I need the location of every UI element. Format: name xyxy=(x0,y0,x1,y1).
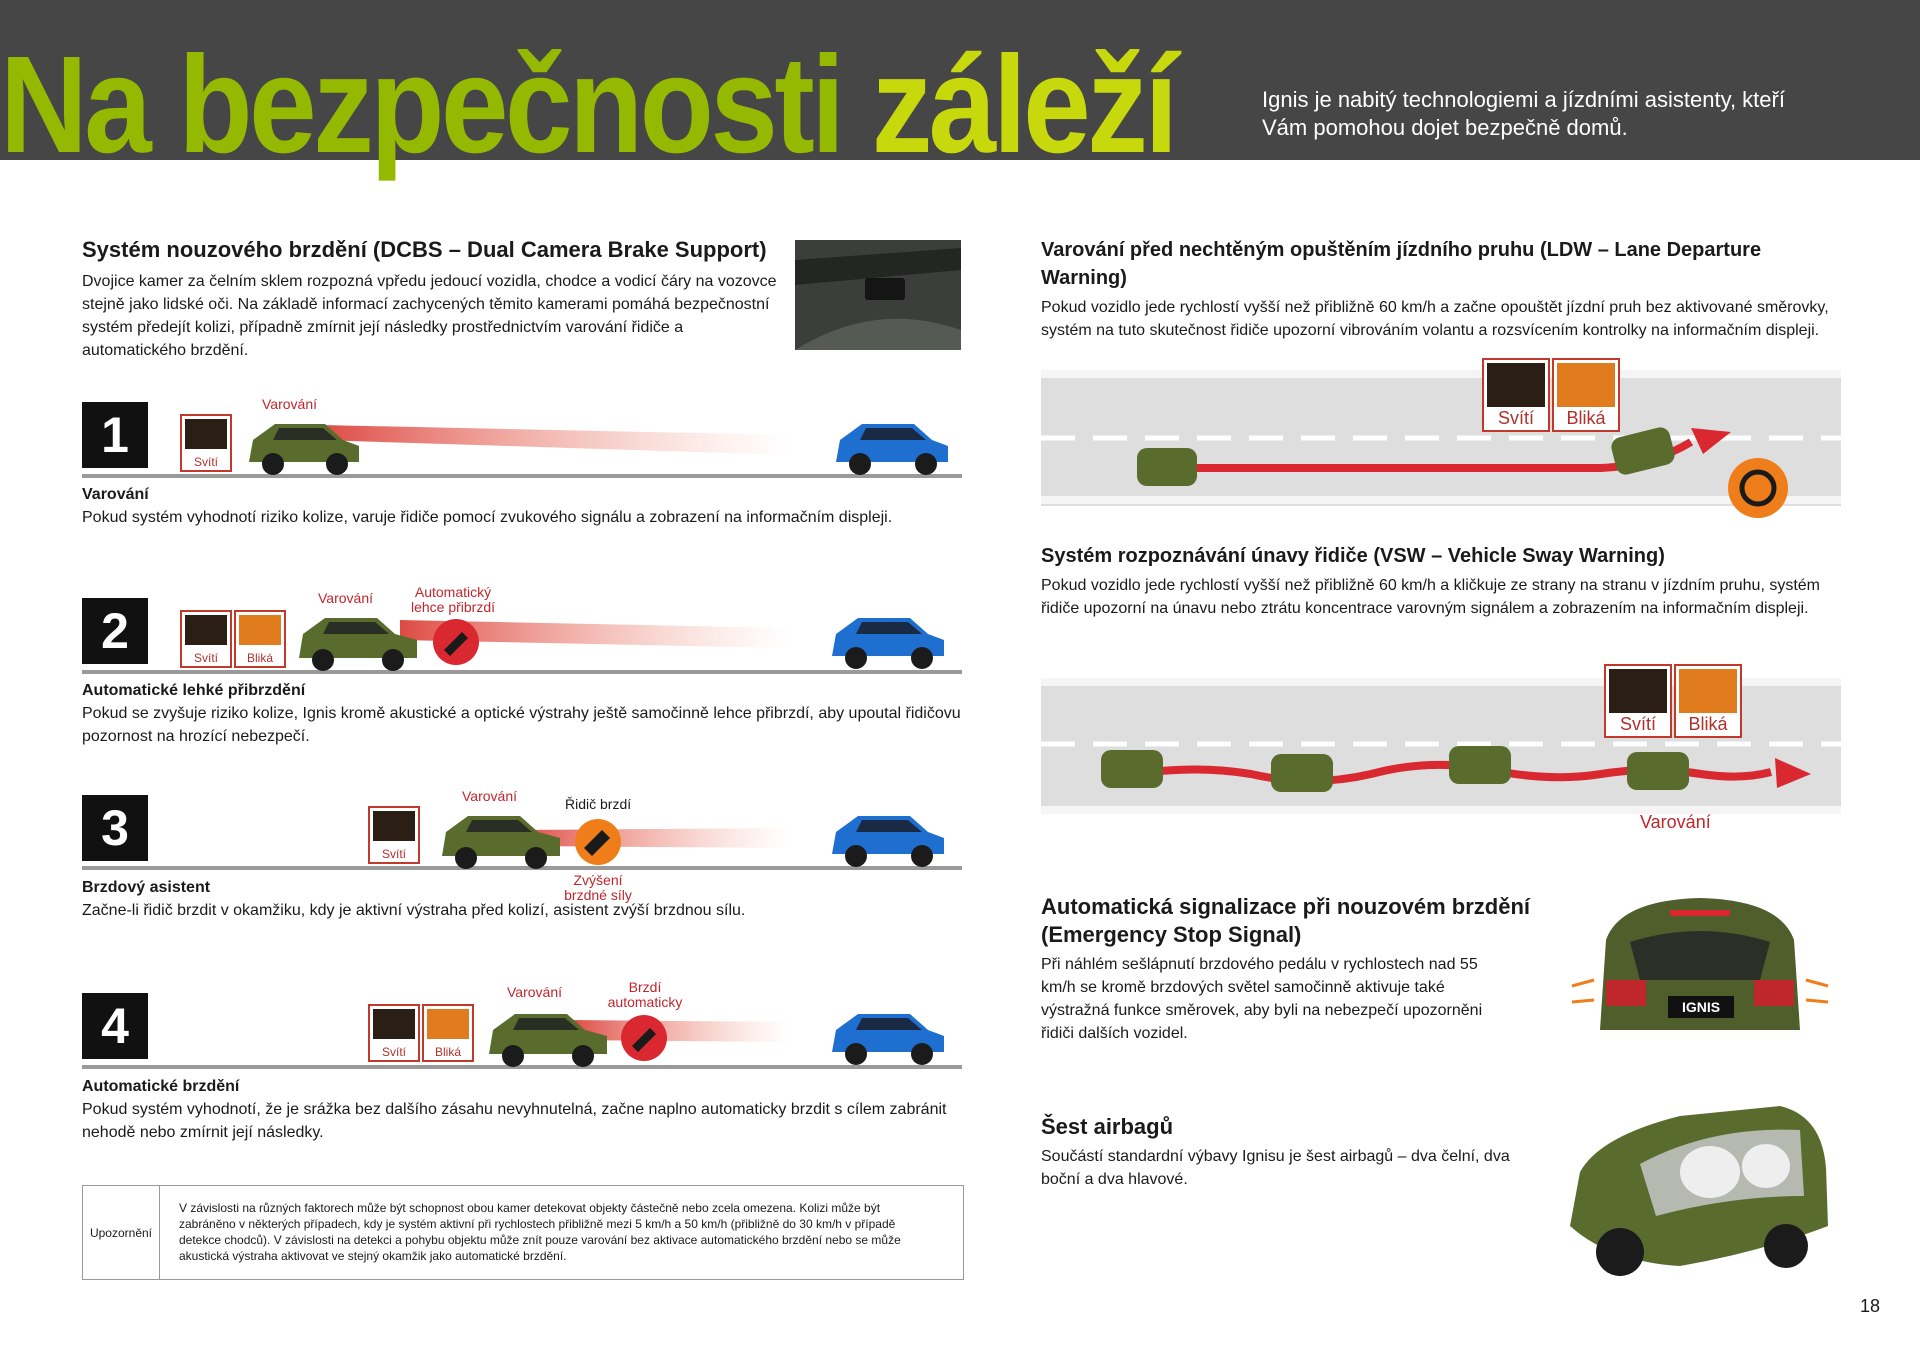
ldw-title: Varování před nechtěným opuštěním jízdního pruhu (LDW – Lane Departure Warning) xyxy=(1041,239,1762,289)
ess-title-1: Automatická signalizace při nouzovém brzdění xyxy=(1041,894,1530,919)
step-number: 4 xyxy=(82,993,148,1059)
display-box xyxy=(180,610,232,668)
light-label: Svítí xyxy=(1619,714,1656,734)
driver-brake-icon xyxy=(574,818,622,866)
notice-text: V závislosti na různých faktorech může být schopnost obou kamer detekovat objekty částečně nebo zcela omezena. Kolizi může být zabráněno v některých případech, kdy je systém aktivní při rychlostech přibližně mezi 5 km/h a 50 km/h (přibližně do 30 km/h v případě detekce chodců). V závislosti na detekci a pohybu objektu může znít pouze varování bez aktivace automatického brzdění nebo se může akustická výstraha aktivovat ve stejný okamžik jako automatické brzdění. xyxy=(179,1201,901,1263)
dcbs-title: Systém nouzového brzdění (DCBS – Dual Camera Brake Support) xyxy=(82,237,767,262)
display-box xyxy=(1482,358,1550,432)
display-box xyxy=(422,1004,474,1062)
step-title: Automatické lehké přibrzdění xyxy=(82,682,306,699)
auto-light-brake-note: Automatický lehce přibrzdí xyxy=(410,584,496,615)
warning-label: Varování xyxy=(462,788,517,804)
title-part1: Na bezpečnosti xyxy=(0,28,842,182)
vsw-display-indicator xyxy=(1604,664,1742,738)
display-indicator xyxy=(180,414,232,472)
notice-label: Upozornění xyxy=(83,1186,160,1279)
airbags-title: Šest airbagů xyxy=(1041,1114,1174,1139)
notice-box xyxy=(82,1185,964,1280)
light-label: Svítí xyxy=(193,651,218,665)
warning-label: Varování xyxy=(318,590,373,606)
step-number: 2 xyxy=(82,598,148,664)
step-desc: Začne-li řidič brzdit v okamžiku, kdy je aktivní výstraha před kolizí, asistent zvýší brzdnou sílu. xyxy=(82,902,746,919)
ldw-road-diagram xyxy=(1041,370,1841,530)
brake-pedal-icon xyxy=(432,618,480,666)
step-3-text xyxy=(82,877,962,922)
airbags-text: Součástí standardní výbavy Ignisu je šest airbagů – dva čelní, dva boční a dva hlavové. xyxy=(1041,1148,1510,1188)
dcbs-text: Dvojice kamer za čelním sklem rozpozná vpředu jedoucí vozidla, chodce a vodicí čáry na vozovce stejně jako lidské oči. Na základě informací zachycených těmito kamerami pomáhá bezpečnostní systém předejít kolizi, případně zmírnit její následky prostřednictvím varování řidiče a automatického brzdění. xyxy=(82,273,777,359)
display-box xyxy=(1674,664,1742,738)
ignis-car-blue xyxy=(832,418,954,476)
display-box xyxy=(368,1004,420,1062)
light-label: Svítí xyxy=(381,1045,406,1059)
driver-brakes-note: Řidič brzdí xyxy=(565,796,632,812)
steering-wheel-icon xyxy=(1728,458,1788,518)
display-indicator xyxy=(368,1004,474,1062)
ignis-car-blue xyxy=(828,1008,950,1066)
display-box xyxy=(1552,358,1620,432)
step-title: Varování xyxy=(82,486,149,503)
display-box xyxy=(234,610,286,668)
ess-section xyxy=(1041,893,1541,1045)
dcbs-diagrams xyxy=(0,0,970,1100)
step-number: 1 xyxy=(82,402,148,468)
road-line xyxy=(82,474,962,478)
ignis-airbag-illustration xyxy=(1560,1076,1840,1280)
tagline: Ignis je nabitý technologiemi a jízdními asistenty, kteří Vám pomohou dojet bezpečně domů. xyxy=(1262,87,1785,140)
radar-beam xyxy=(320,425,790,455)
ldw-text: Pokud vozidlo jede rychlostí vyšší než přibližně 60 km/h a začne opouštět jízdní pruh bez aktivované směrovky, systém na tuto skutečnost řidiče upozorní vibrováním volantu a rozsvícením kontrolky na informačním displeji. xyxy=(1041,299,1829,339)
vsw-title: Systém rozpoznávání únavy řidiče (VSW – Vehicle Sway Warning) xyxy=(1041,545,1665,567)
ignis-car-green xyxy=(295,612,425,672)
title-part2: záleží xyxy=(871,28,1175,182)
step-desc: Pokud systém vyhodnotí, že je srážka bez dalšího zásahu nevyhnutelná, začne naplno automaticky brzdit s cílem zabránit nehodě nebo zmírnit její následky. xyxy=(82,1101,947,1141)
light-label: Bliká xyxy=(1566,408,1606,428)
display-indicator xyxy=(368,806,420,864)
road-line xyxy=(82,670,962,674)
light-label: Bliká xyxy=(1688,714,1728,734)
ignis-car-green xyxy=(438,810,568,870)
airbags-section xyxy=(1041,1113,1521,1191)
vsw-section xyxy=(1041,542,1841,620)
ignis-badge: IGNIS xyxy=(1668,996,1734,1018)
step-desc: Pokud se zvyšuje riziko kolize, Ignis kromě akustické a optické výstrahy ještě samočinně lehce přibrzdí, aby upoutal řidičovu pozornost na hrozící nebezpečí. xyxy=(82,705,961,745)
ignis-car-blue xyxy=(828,612,950,670)
page-number: 18 xyxy=(1860,1296,1881,1316)
vsw-text: Pokud vozidlo jede rychlostí vyšší než přibližně 60 km/h a kličkuje ze strany na stranu v jízdním pruhu, systém řidiče upozorní na únavu nebo ztrátu koncentrace varovným signálem a zobrazením na informačním displeji. xyxy=(1041,577,1821,617)
light-label: Svítí xyxy=(381,847,406,861)
light-label: Bliká xyxy=(246,651,273,665)
brake-force-note: Zvýšení brzdné síly xyxy=(564,872,632,903)
ignis-car-blue xyxy=(828,810,950,868)
vsw-warning-label: Varování xyxy=(1640,812,1711,832)
ess-title-2: (Emergency Stop Signal) xyxy=(1041,922,1302,947)
ess-text: Při náhlém sešlápnutí brzdového pedálu v rychlostech nad 55 km/h se kromě brzdových světel samočinně aktivuje také výstražná funkce směrovek, aby byli na nebezpečí upozorněni řidiči dalších vozidel. xyxy=(1041,956,1483,1042)
ignis-car-green xyxy=(485,1008,615,1068)
display-box xyxy=(1604,664,1672,738)
ldw-section xyxy=(1041,236,1841,342)
step-title: Automatické brzdění xyxy=(82,1078,240,1095)
step-4-text xyxy=(82,1076,962,1144)
light-label: Svítí xyxy=(193,455,218,469)
step-2-text xyxy=(82,680,962,748)
ignis-car-green xyxy=(245,418,365,476)
display-indicator xyxy=(180,610,286,668)
warning-label: Varování xyxy=(262,396,317,412)
step-title: Brzdový asistent xyxy=(82,879,211,896)
step-number: 3 xyxy=(82,795,148,861)
step-1-text xyxy=(82,484,962,529)
display-box xyxy=(180,414,232,472)
step-desc: Pokud systém vyhodnotí riziko kolize, varuje řidiče pomocí zvukového signálu a zobrazení na informačním displeji. xyxy=(82,509,893,526)
auto-brake-icon xyxy=(620,1014,668,1062)
warning-label: Varování xyxy=(507,984,562,1000)
light-label: Svítí xyxy=(1497,408,1534,428)
ldw-display-indicator xyxy=(1482,358,1620,432)
auto-brake-note: Brzdí automaticky xyxy=(607,979,683,1010)
light-label: Bliká xyxy=(434,1045,461,1059)
display-box xyxy=(368,806,420,864)
